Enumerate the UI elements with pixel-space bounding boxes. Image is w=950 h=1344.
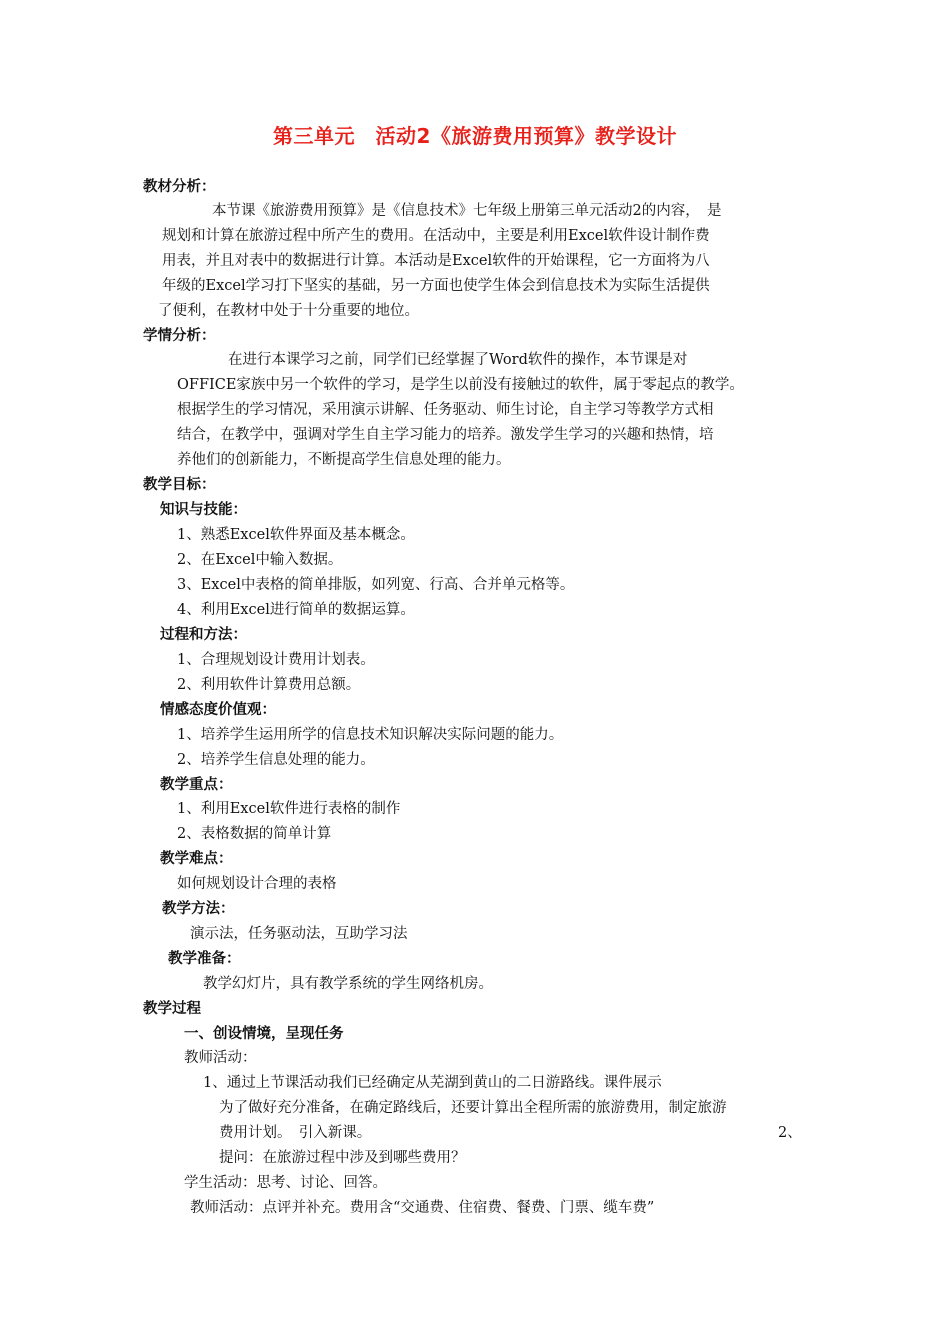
student-analysis-line: 在进行本课学习之前，同学们已经掌握了Word软件的操作，本节课是对 [228,352,688,368]
process-item: 1、合理规划设计费用计划表。 [177,652,375,668]
textbook-analysis-line: 了便利，在教材中处于十分重要的地位。 [158,303,419,319]
key-points-heading: 教学重点： [160,777,233,793]
knowledge-item: 1、熟悉Excel软件界面及基本概念。 [177,527,415,543]
methods-text: 演示法，任务驱动法，互助学习法 [190,926,408,942]
process-method-heading: 过程和方法： [160,627,247,643]
knowledge-item: 4、利用Excel进行简单的数据运算。 [177,602,415,618]
knowledge-item: 3、Excel中表格的简单排版，如列宽、行高、合并单元格等。 [177,577,575,593]
textbook-analysis-line: 用表，并且对表中的数据进行计算。本活动是Excel软件的开始课程，它一方面将为八 [162,253,710,269]
process-item: 2、利用软件计算费用总额。 [177,677,361,693]
preparation-heading: 教学准备： [168,951,241,967]
emotion-item: 2、培养学生信息处理的能力。 [177,752,375,768]
key-point-item: 2、表格数据的简单计算 [177,826,332,842]
textbook-analysis-line: 规划和计算在旅游过程中所产生的费用。在活动中，主要是利用Excel软件设计制作费 [162,228,710,244]
teacher-activity-line: 为了做好充分准备，在确定路线后，还要计算出全程所需的旅游费用，制定旅游 [219,1100,727,1116]
methods-heading: 教学方法： [162,901,235,917]
teacher-activity-line: 2、 [778,1125,802,1141]
knowledge-item: 2、在Excel中输入数据。 [177,552,343,568]
key-point-item: 1、利用Excel软件进行表格的制作 [177,801,401,817]
student-analysis-line: 养他们的创新能力，不断提高学生信息处理的能力。 [177,452,511,468]
document-title: 第三单元 活动2《旅游费用预算》教学设计 [273,124,677,148]
difficulties-text: 如何规划设计合理的表格 [177,876,337,892]
textbook-analysis-line: 年级的Excel学习打下坚实的基础，另一方面也使学生体会到信息技术为实际生活提供 [162,278,710,294]
knowledge-skills-heading: 知识与技能： [160,502,247,518]
teacher-activity-2-text: 教师活动：点评并补充。费用含“交通费、住宿费、餐费、门票、缆车费” [190,1200,655,1216]
emotion-item: 1、培养学生运用所学的信息技术知识解决实际问题的能力。 [177,727,564,743]
teaching-process-heading: 教学过程 [143,1001,201,1017]
student-analysis-line: OFFICE家族中另一个软件的学习，是学生以前没有接触过的软件，属于零起点的教学。 [177,377,744,393]
teacher-activity-line: 1、通过上节课活动我们已经确定从芜湖到黄山的二日游路线。课件展示 [203,1075,662,1091]
student-activity-text: 学生活动：思考、讨论、回答。 [184,1175,387,1191]
textbook-analysis-line: 本节课《旅游费用预算》是《信息技术》七年级上册第三单元活动2的内容， 是 [212,203,722,219]
difficulties-heading: 教学难点： [160,851,233,867]
teacher-activity-line: 提问：在旅游过程中涉及到哪些费用？ [219,1150,466,1166]
student-analysis-heading: 学情分析： [143,328,216,344]
preparation-text: 教学幻灯片，具有教学系统的学生网络机房。 [203,976,493,992]
student-analysis-line: 根据学生的学习情况，采用演示讲解、任务驱动、师生讨论，自主学习等教学方式相 [177,402,714,418]
teacher-activity-line: 费用计划。 引入新课。 [219,1125,372,1141]
student-analysis-line: 结合，在教学中，强调对学生自主学习能力的培养。激发学生学习的兴趣和热情，培 [177,427,714,443]
teacher-activity-label: 教师活动： [184,1050,257,1066]
emotion-attitude-heading: 情感态度价值观： [160,702,276,718]
textbook-analysis-heading: 教材分析： [143,179,216,195]
step1-heading: 一、创设情境，呈现任务 [184,1026,344,1042]
objectives-heading: 教学目标： [143,477,216,493]
